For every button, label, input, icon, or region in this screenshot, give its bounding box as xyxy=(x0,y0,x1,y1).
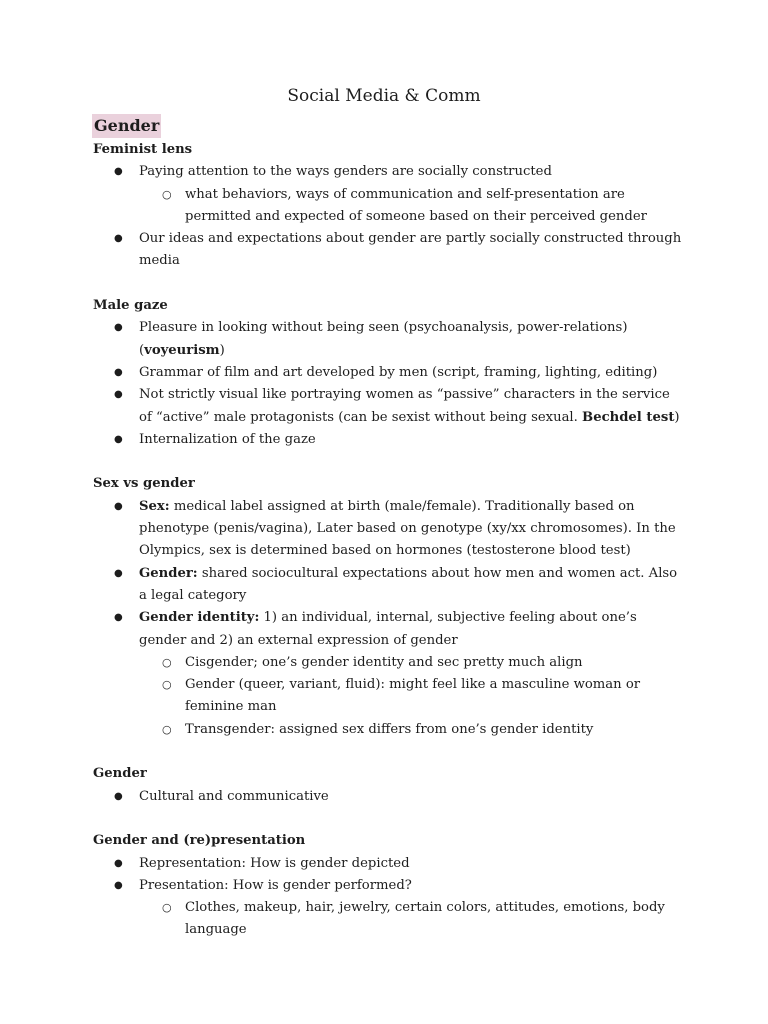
list-item-text: 1) an individual, internal, subjective feeling about one’s gender and 2) an external expression of gender xyxy=(139,610,637,648)
list-item: ● Our ideas and expectations about gender are partly socially constructed through media xyxy=(139,228,683,273)
sub-list xyxy=(139,652,683,741)
sub-list xyxy=(139,184,683,229)
representation-heading: Gender and (re)presentation xyxy=(93,833,306,849)
list-item-text: Paying attention to the ways genders are socially constructed xyxy=(139,164,552,180)
sub-list xyxy=(139,897,683,942)
notes-body xyxy=(93,139,683,942)
list-item xyxy=(139,384,683,429)
male-gaze-list xyxy=(93,317,683,451)
sub-list-item: ○ Transgender: assigned sex differs from one’s gender identity xyxy=(185,719,683,741)
bold-term: Sex: xyxy=(139,498,170,514)
sub-list-item: ○ Clothes, makeup, hair, jewelry, certain colors, attitudes, emotions, body language xyxy=(185,897,683,942)
list-item xyxy=(139,875,683,942)
page-title: Social Media & Comm xyxy=(287,86,481,106)
list-item-text: shared sociocultural expectations about how men and women act. Also a legal category xyxy=(139,565,678,603)
list-item-text: medical label assigned at birth (male/female). Traditionally based on phenotype (penis/vagina), Later based on genotype (xy/xx chromosomes). In the Olympics, sex is determined based on hormones (testosterone blood test) xyxy=(139,498,676,559)
list-item xyxy=(139,161,683,228)
list-item xyxy=(139,317,683,362)
list-item: ● Internalization of the gaze xyxy=(139,429,683,451)
list-item: ● Grammar of film and art developed by men (script, framing, lighting, editing) xyxy=(139,362,683,384)
list-item: ● Cultural and communicative xyxy=(139,786,683,808)
list-item-text: Pleasure in looking without being seen (psychoanalysis, power-relations) ( xyxy=(139,320,628,358)
sex-vs-gender-heading: Sex vs gender xyxy=(93,476,195,492)
section-heading-highlight: Gender xyxy=(92,114,161,138)
list-item: ● Representation: How is gender depicted xyxy=(139,853,683,875)
sub-list-item: ○ Gender (queer, variant, fluid): might feel like a masculine woman or feminine man xyxy=(185,674,683,719)
male-gaze-heading: Male gaze xyxy=(93,298,168,314)
list-item xyxy=(139,496,683,563)
sub-list-item: ○ Cisgender; one’s gender identity and sec pretty much align xyxy=(185,652,683,674)
list-item-text: ) xyxy=(674,409,680,425)
bold-term: Gender: xyxy=(139,565,198,581)
list-item-text: Presentation: How is gender performed? xyxy=(139,877,412,893)
list-item xyxy=(139,607,683,741)
feminist-lens-list xyxy=(93,161,683,272)
sub-list-item: ○ what behaviors, ways of communication and self-presentation are permitted and expected of someone based on their perceived gender xyxy=(185,184,683,229)
list-item xyxy=(139,563,683,608)
gender-list xyxy=(93,786,683,808)
representation-list xyxy=(93,853,683,942)
bold-term: Gender identity: xyxy=(139,610,260,626)
feminist-lens-heading: Feminist lens xyxy=(93,142,193,157)
bold-term: voyeurism xyxy=(144,342,220,358)
gender-heading: Gender xyxy=(93,766,147,782)
list-item-text: Not strictly visual like portraying women as “passive” characters in the service of “active” male protagonists (can be sexist without being sexual. xyxy=(139,387,670,425)
sex-vs-gender-list xyxy=(93,496,683,741)
list-item-text: ) xyxy=(219,342,225,358)
bold-term: Bechdel test xyxy=(582,409,675,425)
